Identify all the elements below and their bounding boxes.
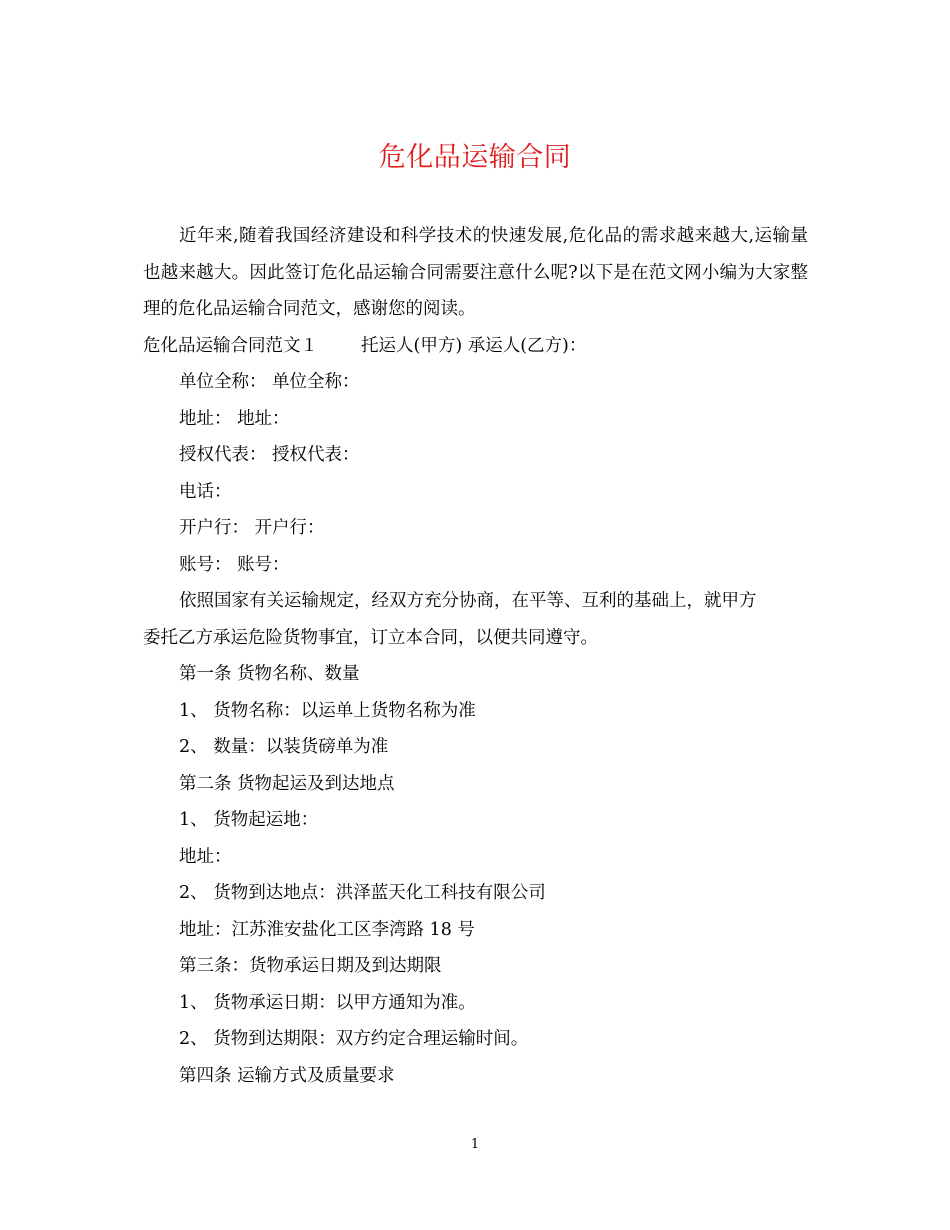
party-field-representative: 授权代表： 授权代表： bbox=[179, 445, 360, 465]
clause-2-origin-address: 地址： bbox=[179, 846, 232, 867]
party-field-address: 地址： 地址： bbox=[179, 408, 290, 429]
party-field-account: 账号： 账号： bbox=[179, 554, 290, 575]
party-field-bank: 开户行： 开户行： bbox=[179, 518, 325, 538]
clause-2-destination-address: 地址：江苏淮安盐化工区李湾路 18 号 bbox=[179, 919, 475, 940]
clause-4-heading: 第四条 运输方式及质量要求 bbox=[179, 1065, 395, 1086]
preamble-line-2: 委托乙方承运危险货物事宜，订立本合同，以便共同遵守。 bbox=[143, 627, 598, 648]
clause-2-heading: 第二条 货物起运及到达地点 bbox=[179, 773, 395, 794]
clause-2-item-1: 1、 货物起运地： bbox=[179, 810, 319, 830]
clause-3-item-1: 1、 货物承运日期：以甲方通知为准。 bbox=[179, 992, 476, 1013]
clause-1-heading: 第一条 货物名称、数量 bbox=[179, 664, 360, 684]
document-title: 危化品运输合同 bbox=[378, 142, 572, 173]
clause-1-item-1: 1、 货物名称：以运单上货物名称为准 bbox=[179, 700, 476, 721]
clause-3-heading: 第三条：货物承运日期及到达期限 bbox=[179, 956, 442, 976]
section-heading-line bbox=[143, 328, 808, 365]
page-number: 1 bbox=[470, 1137, 480, 1152]
clause-1-item-2: 2、 数量：以装货磅单为准 bbox=[179, 737, 389, 757]
parties-line: 托运人(甲方) 承运人(乙方)： bbox=[361, 335, 587, 356]
clause-3-item-2: 2、 货物到达期限：双方约定合理运输时间。 bbox=[179, 1029, 529, 1049]
party-field-phone: 电话： bbox=[179, 481, 232, 502]
section-heading: 危化品运输合同范文１ bbox=[143, 335, 318, 356]
preamble-line-1: 依照国家有关运输规定，经双方充分协商，在平等、互利的基础上，就甲方 bbox=[179, 591, 757, 611]
clause-2-item-2: 2、 货物到达地点：洪泽蓝天化工科技有限公司 bbox=[179, 883, 546, 903]
party-field-company: 单位全称： 单位全称： bbox=[179, 372, 360, 392]
document-body bbox=[143, 218, 808, 1094]
intro-paragraph: 近年来,随着我国经济建设和科学技术的快速发展,危化品的需求越来越大,运输量也越来越大。因此签订危化品运输合同需要注意什么呢?以下是在范文网小编为大家整理的危化品运输合同范文，感谢您的阅读。 bbox=[143, 226, 808, 319]
